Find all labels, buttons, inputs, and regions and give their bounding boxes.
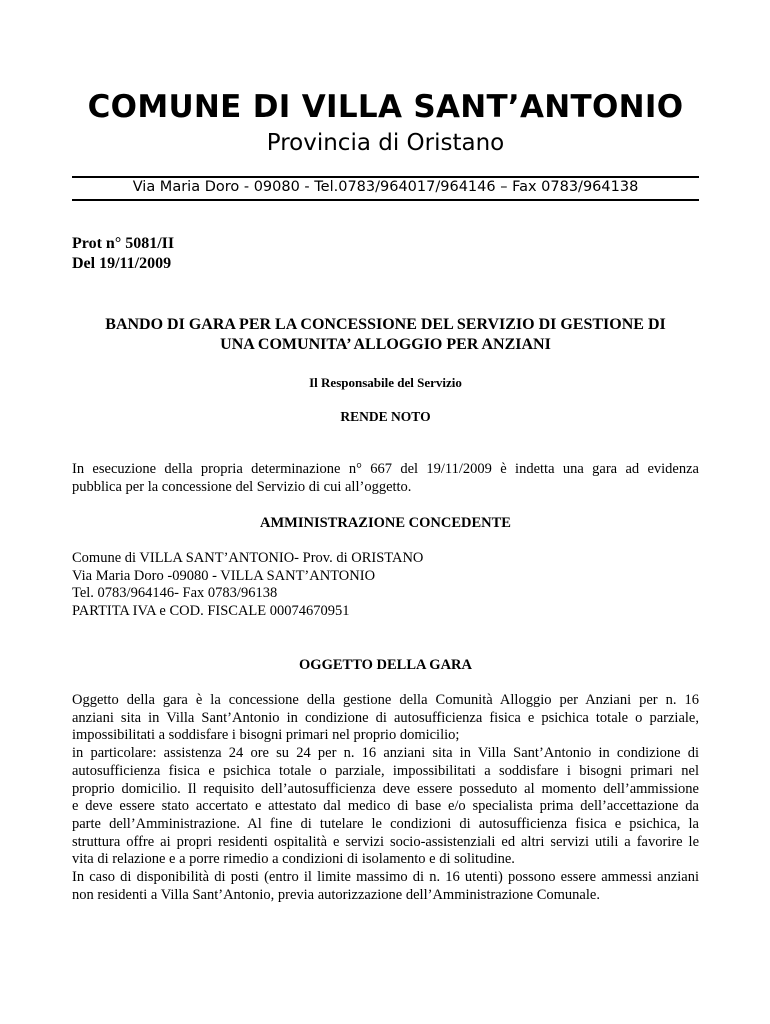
paragraph-line: non residenti a Villa Sant’Antonio, previa autorizzazione dell’Amministrazione Comunale. xyxy=(72,886,600,903)
administration-line: Comune di VILLA SANT’ANTONIO- Prov. di ORISTANO xyxy=(72,550,424,566)
object-heading: OGGETTO DELLA GARA xyxy=(299,657,472,673)
municipality-title: COMUNE DI VILLA SANT’ANTONIO xyxy=(87,89,684,125)
paragraph-line: impossibilitati a soddisfare i bisogni primari nel proprio domicilio; xyxy=(72,727,460,744)
header-address: Via Maria Doro - 09080 - Tel.0783/964017/964146 – Fax 0783/964138 xyxy=(132,179,639,195)
intro-paragraph xyxy=(72,461,699,496)
paragraph-line: e deve essere stato accertato e attestato dal medico di base e/o specialista prima dell’accettazione da xyxy=(72,798,699,815)
protocol-date: Del 19/11/2009 xyxy=(72,255,172,272)
paragraph-line: in particolare: assistenza 24 ore su 24 per n. 16 anziani sita in Villa Sant’Antonio in condizione di xyxy=(72,745,699,762)
administration-line: PARTITA IVA e COD. FISCALE 00074670951 xyxy=(72,603,350,620)
tender-heading-line: BANDO DI GARA PER LA CONCESSIONE DEL SERVIZIO DI GESTIONE DI xyxy=(105,316,666,333)
paragraph-line: parte dell’Amministrazione. Al fine di tutelare le condizioni di autosufficienza fisica e psichica, la xyxy=(72,815,699,832)
header-rule-top xyxy=(72,176,699,178)
paragraph-line: struttura offre ai propri residenti ospitalità e servizi socio-assistenziali ed altri servizi utili a favorire le xyxy=(72,833,699,850)
protocol-block xyxy=(72,234,174,274)
paragraph-line: pubblica per la concessione del Servizio di cui all’oggetto. xyxy=(72,478,412,495)
responsible-label: Il Responsabile del Servizio xyxy=(309,375,462,390)
announces-label: RENDE NOTO xyxy=(340,409,431,424)
administration-line: Via Maria Doro -09080 - VILLA SANT’ANTONIO xyxy=(72,567,376,584)
header-rule-bottom xyxy=(72,199,699,201)
paragraph-line: proprio domicilio. Il requisito dell’autosufficienza deve essere posseduto al momento dell’ammissione xyxy=(72,780,699,797)
paragraph-line: anziani sita in Villa Sant’Antonio in condizione di autosufficienza fisica e psichica totale o parziale, xyxy=(72,709,699,726)
administration-heading: AMMINISTRAZIONE CONCEDENTE xyxy=(260,515,511,531)
paragraph-line: Oggetto della gara è la concessione della gestione della Comunità Alloggio per Anziani per n. 16 xyxy=(72,692,699,708)
administration-line: Tel. 0783/964146- Fax 0783/96138 xyxy=(72,585,278,602)
object-paragraph xyxy=(72,692,699,904)
tender-heading xyxy=(72,315,699,355)
paragraph-line: In esecuzione della propria determinazione n° 667 del 19/11/2009 è indetta una gara ad evidenza xyxy=(72,461,699,477)
province-subtitle: Provincia di Oristano xyxy=(266,130,505,156)
tender-heading-line: UNA COMUNITA’ ALLOGGIO PER ANZIANI xyxy=(220,336,551,353)
paragraph-line: In caso di disponibilità di posti (entro il limite massimo di n. 16 utenti) possono essere ammessi anziani xyxy=(72,869,699,886)
protocol-number: Prot n° 5081/II xyxy=(72,235,175,252)
paragraph-line: vita di relazione e a porre rimedio a condizioni di isolamento e di solitudine. xyxy=(72,851,515,868)
paragraph-line: autosufficienza fisica e psichica totale o parziale, impossibilitati a soddisfare i bisogni primari nel xyxy=(72,762,699,779)
administration-block xyxy=(72,550,699,621)
